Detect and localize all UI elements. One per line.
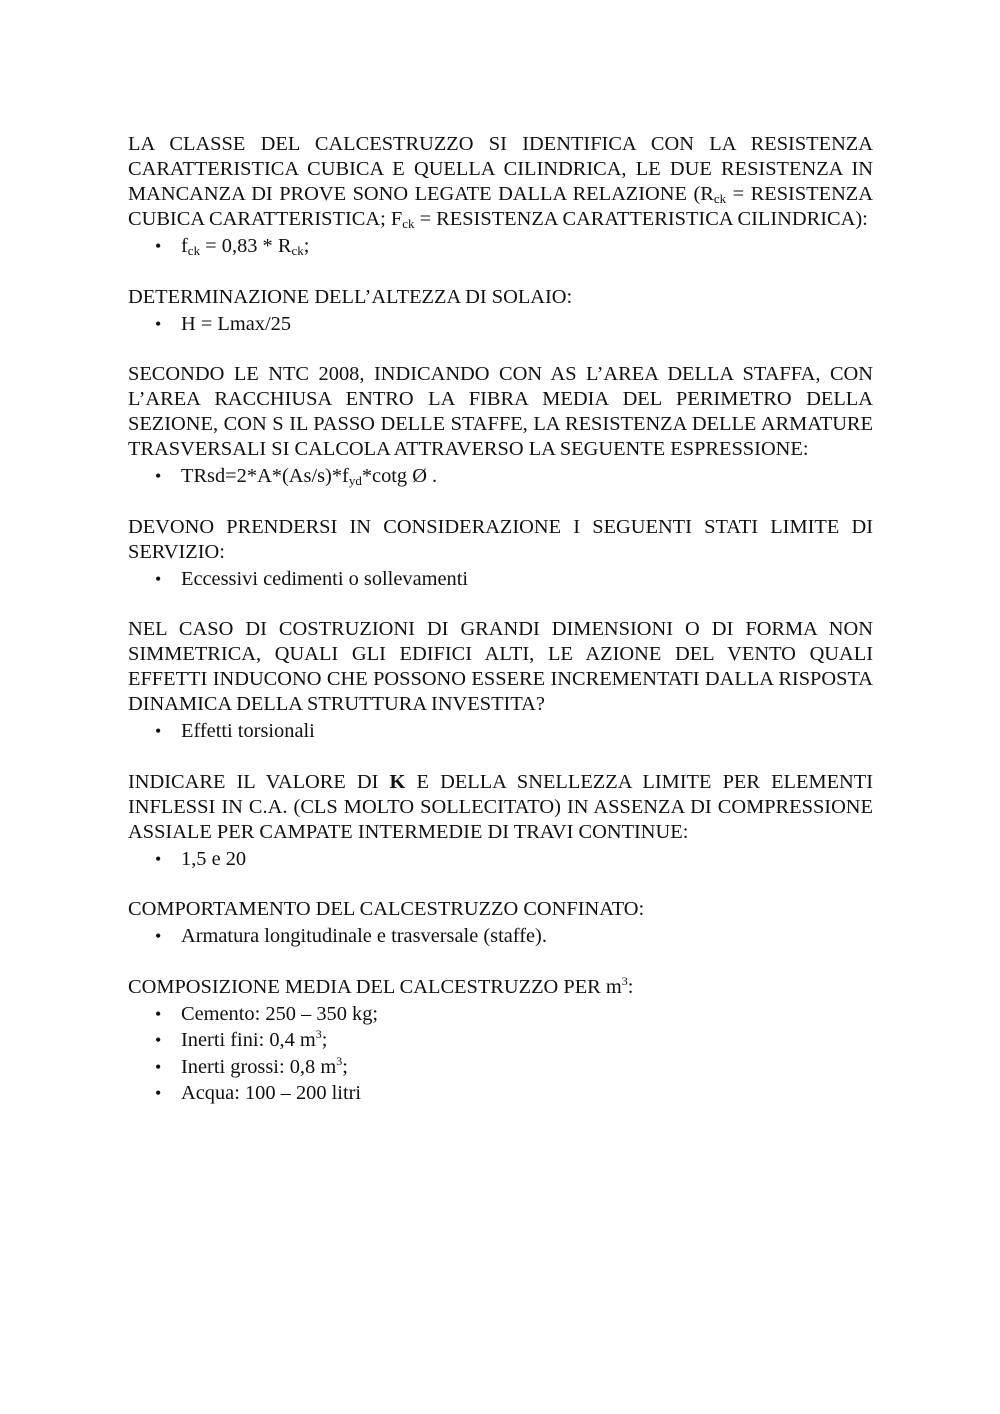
bullet-icon: • bbox=[155, 1056, 162, 1077]
subscript: yd bbox=[348, 473, 362, 488]
subscript: ck bbox=[402, 216, 415, 231]
list-item bbox=[128, 1054, 873, 1081]
bullet-list bbox=[128, 566, 873, 593]
superscript: 3 bbox=[336, 1053, 343, 1068]
bullet-icon: • bbox=[155, 313, 162, 334]
section-azione-vento bbox=[128, 617, 873, 745]
text-run: ; bbox=[342, 1055, 348, 1078]
bullet-icon: • bbox=[155, 1083, 162, 1103]
bullet-icon: • bbox=[155, 848, 162, 869]
section-altezza-solaio bbox=[128, 285, 873, 338]
list-item bbox=[128, 233, 873, 260]
list-item bbox=[128, 718, 873, 745]
text-run: Inerti grossi: 0,8 m bbox=[181, 1055, 337, 1078]
text-run: Eccessivi cedimenti o sollevamenti bbox=[181, 567, 469, 590]
document-body bbox=[128, 132, 873, 1132]
text-run: Inerti fini: 0,4 m bbox=[181, 1029, 316, 1051]
section-calcestruzzo-confinato bbox=[128, 897, 873, 950]
text-run: Cemento: 250 – 350 kg; bbox=[181, 1002, 379, 1025]
text-run: ; bbox=[303, 235, 310, 257]
bullet-list bbox=[128, 846, 873, 873]
bullet-icon: • bbox=[155, 466, 162, 486]
subscript: ck bbox=[187, 243, 201, 258]
text-run: = RESISTENZA CUBICA CARATTERISTICA; F bbox=[128, 183, 873, 230]
text-run: *cotg Ø . bbox=[361, 465, 438, 487]
text-run: Effetti torsionali bbox=[181, 720, 315, 742]
bold-text: K bbox=[389, 770, 406, 793]
text-run: TRsd=2*A*(As/s)*f bbox=[181, 465, 349, 487]
superscript: 3 bbox=[315, 1027, 322, 1041]
list-item bbox=[128, 566, 873, 593]
text-run: 1,5 e 20 bbox=[181, 847, 247, 870]
bullet-icon: • bbox=[155, 568, 162, 589]
list-item bbox=[128, 1001, 873, 1028]
list-item bbox=[128, 463, 873, 490]
section-classe-calcestruzzo bbox=[128, 132, 873, 260]
bullet-icon: • bbox=[155, 926, 162, 946]
bullet-list bbox=[128, 463, 873, 490]
paragraph-stati-limite: DEVONO PRENDERSI IN CONSIDERAZIONE I SEGUENTI STATI LIMITE DI SERVIZIO: bbox=[128, 515, 873, 563]
text-run: Acqua: 100 – 200 litri bbox=[181, 1082, 362, 1104]
section-valore-k bbox=[128, 770, 873, 873]
list-item bbox=[128, 1027, 873, 1054]
bullet-list bbox=[128, 311, 873, 338]
text-run: H = Lmax/25 bbox=[181, 312, 292, 335]
text-run: = 0,83 * R bbox=[200, 235, 292, 257]
list-item bbox=[128, 846, 873, 873]
text-run: INDICARE IL VALORE DI bbox=[128, 770, 390, 793]
bullet-list bbox=[128, 233, 873, 260]
list-item bbox=[128, 923, 873, 950]
list-item bbox=[128, 1080, 873, 1107]
bullet-icon: • bbox=[155, 236, 162, 256]
section-ntc-2008 bbox=[128, 362, 873, 490]
text-run: f bbox=[181, 235, 188, 257]
bullet-icon: • bbox=[155, 1030, 162, 1050]
text-run: COMPOSIZIONE MEDIA DEL CALCESTRUZZO PER m bbox=[128, 975, 622, 998]
bullet-list bbox=[128, 923, 873, 950]
section-stati-limite bbox=[128, 515, 873, 593]
bullet-list bbox=[128, 718, 873, 745]
text-run: E DELLA SNELLEZZA LIMITE PER ELEMENTI INFLESSI IN C.A. (CLS MOLTO SOLLECITATO) IN ASSENZA DI COMPRESSIONE ASSIALE PER CAMPATE INTERMEDIE DI TRAVI CONTINUE: bbox=[128, 770, 874, 843]
paragraph-composizione-media bbox=[128, 975, 873, 1000]
list-item bbox=[128, 311, 873, 338]
subscript: ck bbox=[713, 191, 727, 206]
paragraph-calcestruzzo-confinato: COMPORTAMENTO DEL CALCESTRUZZO CONFINATO: bbox=[128, 898, 645, 920]
section-composizione-media bbox=[128, 975, 873, 1107]
text-run: : bbox=[627, 975, 634, 998]
superscript: 3 bbox=[621, 973, 628, 988]
bullet-icon: • bbox=[155, 721, 162, 741]
text-run: ; bbox=[321, 1029, 328, 1051]
bullet-icon: • bbox=[155, 1003, 162, 1024]
text-run: = RESISTENZA CARATTERISTICA CILINDRICA): bbox=[414, 208, 868, 230]
paragraph-valore-k bbox=[128, 770, 873, 845]
paragraph-altezza-solaio: DETERMINAZIONE DELL’ALTEZZA DI SOLAIO: bbox=[128, 285, 573, 308]
text-run: LA CLASSE DEL CALCESTRUZZO SI IDENTIFICA CON LA RESISTENZA CARATTERISTICA CUBICA E QUELLA CILINDRICA, LE DUE RESISTENZA IN MANCANZA DI PROVE SONO LEGATE DALLA RELAZIONE (R bbox=[128, 133, 873, 205]
paragraph-classe-calcestruzzo bbox=[128, 132, 873, 232]
text-run: Armatura longitudinale e trasversale (staffe). bbox=[181, 925, 547, 947]
paragraph-azione-vento: NEL CASO DI COSTRUZIONI DI GRANDI DIMENSIONI O DI FORMA NON SIMMETRICA, QUALI GLI EDIFICI ALTI, LE AZIONE DEL VENTO QUALI EFFETTI INDUCONO CHE POSSONO ESSERE INCREMENTATI DALLA RISPOSTA DINAMICA DELLA STRUTTURA INVESTITA? bbox=[128, 618, 873, 715]
subscript: ck bbox=[291, 243, 304, 258]
paragraph-ntc-2008: SECONDO LE NTC 2008, INDICANDO CON AS L’AREA DELLA STAFFA, CON L’AREA RACCHIUSA ENTRO LA FIBRA MEDIA DEL PERIMETRO DELLA SEZIONE, CON S IL PASSO DELLE STAFFE, LA RESISTENZA DELLE ARMATURE TRASVERSALI SI CALCOLA ATTRAVERSO LA SEGUENTE ESPRESSIONE: bbox=[128, 363, 873, 460]
bullet-list bbox=[128, 1001, 873, 1107]
